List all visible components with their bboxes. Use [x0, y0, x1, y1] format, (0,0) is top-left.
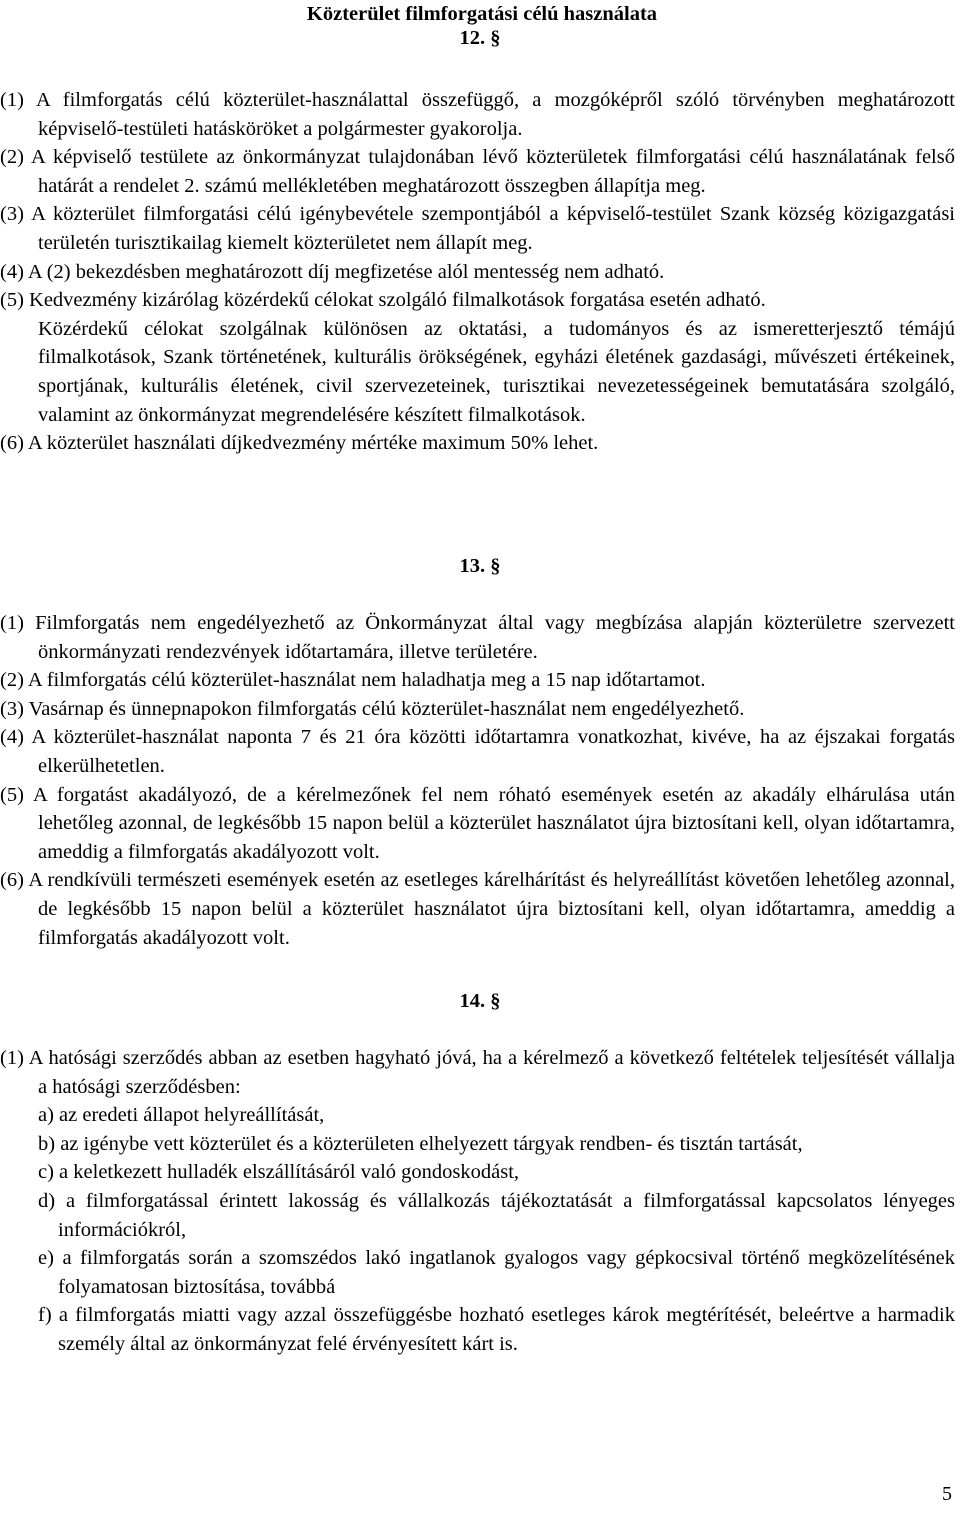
section-14-heading: 14. § [459, 990, 501, 1012]
paragraph: (1) A hatósági szerződés abban az esetben hagyható jóvá, ha a kérelmező a következő feltételek teljesítését vállalja a hatósági szerződésben: [0, 1047, 955, 1098]
list-item: e) a filmforgatás során a szomszédos lakó ingatlanok gyalogos vagy gépkocsival történő megközelítésének folyamatosan biztosítása, továbbá [38, 1247, 955, 1298]
list-item: d) a filmforgatással érintett lakosság és vállalkozás tájékoztatását a filmforgatással kapcsolatos lényeges információkról, [38, 1189, 955, 1241]
paragraph: (3) Vasárnap és ünnepnapokon filmforgatás célú közterület-használat nem engedélyezhető. [0, 697, 745, 720]
section-14-body [0, 1044, 960, 1359]
paragraph: (6) A közterület használati díjkedvezmény mértéke maximum 50% lehet. [0, 432, 599, 455]
paragraph: (6) A rendkívüli természeti események esetén az esetleges kárelhárítást és helyreállítást követően lehetőleg azonnal, de legkésőbb 15 napon belül a közterület használatot újra biztosítani kell, olyan időtartamra, ameddig a filmforgatás akadályozott volt. [0, 869, 955, 949]
paragraph: (1) A filmforgatás célú közterület-használattal összefüggő, a mozgóképről szóló törvényben meghatározott képviselő-testületi hatásköröket a polgármester gyakorolja. [0, 89, 955, 140]
section-13-heading: 13. § [459, 555, 501, 577]
page-title: Közterület filmforgatási célú használata [306, 3, 658, 25]
paragraph: (4) A (2) bekezdésben meghatározott díj megfizetése alól mentesség nem adható. [0, 260, 665, 283]
list-item: b) az igénybe vett közterület és a közterületen elhelyezett tárgyak rendben- és tisztán tartását, [38, 1132, 803, 1155]
section-12-heading: 12. § [459, 27, 501, 49]
list-item: a) az eredeti állapot helyreállítását, [38, 1104, 325, 1127]
paragraph: (4) A közterület-használat naponta 7 és 21 óra közötti időtartamra vonatkozhat, kivéve, ha az éjszakai forgatás elkerülhetetlen. [0, 726, 955, 777]
paragraph: Közérdekű célokat szolgálnak különösen az oktatási, a tudományos és az ismeretterjesztő témájú filmalkotások, Szank történetének, kulturális örökségének, egyházi életének gazdasági, művészeti értékeinek, sportjának, kulturális életének, civil szervezeteinek, turisztikai nevezetességeinek bemutatására szolgáló, valamint az önkormányzat megrendelésére készített filmalkotások. [38, 317, 955, 426]
paragraph: (1) Filmforgatás nem engedélyezhető az Önkormányzat által vagy megbízása alapján közterületre szervezett önkormányzati rendezvények időtartamára, illetve területére. [0, 612, 955, 663]
paragraph: (2) A képviselő testülete az önkormányzat tulajdonában lévő közterületek filmforgatási célú használatának felső határát a rendelet 2. számú mellékletében meghatározott összegben állapítja meg. [0, 146, 955, 197]
section-12-body [0, 86, 960, 458]
list-item: c) a keletkezett hulladék elszállításáról való gondoskodást, [38, 1161, 520, 1184]
paragraph: (5) Kedvezmény kizárólag közérdekű célokat szolgáló filmalkotások forgatása esetén adható. [0, 289, 766, 312]
paragraph: (5) A forgatást akadályozó, de a kérelmezőnek fel nem róható események esetén az akadály elhárulása után lehetőleg azonnal, de legkésőbb 15 napon belül a közterület használatot újra biztosítani kell, olyan időtartamra, ameddig a filmforgatás akadályozott volt. [0, 783, 955, 863]
section-13-body [0, 609, 960, 952]
page-number: 5 [942, 1483, 952, 1505]
paragraph: (2) A filmforgatás célú közterület-használat nem haladhatja meg a 15 nap időtartamot. [0, 669, 706, 692]
list-item: f) a filmforgatás miatti vagy azzal összefüggésbe hozható esetleges károk megtérítését, beleértve a harmadik személy által az önkormányzat felé érvényesített kárt is. [38, 1304, 955, 1355]
paragraph: (3) A közterület filmforgatási célú igénybevétele szempontjából a képviselő-testület Szank község közigazgatási területén turisztikailag kiemelt közterületet nem állapít meg. [0, 203, 955, 254]
section-14 [0, 987, 960, 1016]
section-13 [0, 552, 960, 581]
